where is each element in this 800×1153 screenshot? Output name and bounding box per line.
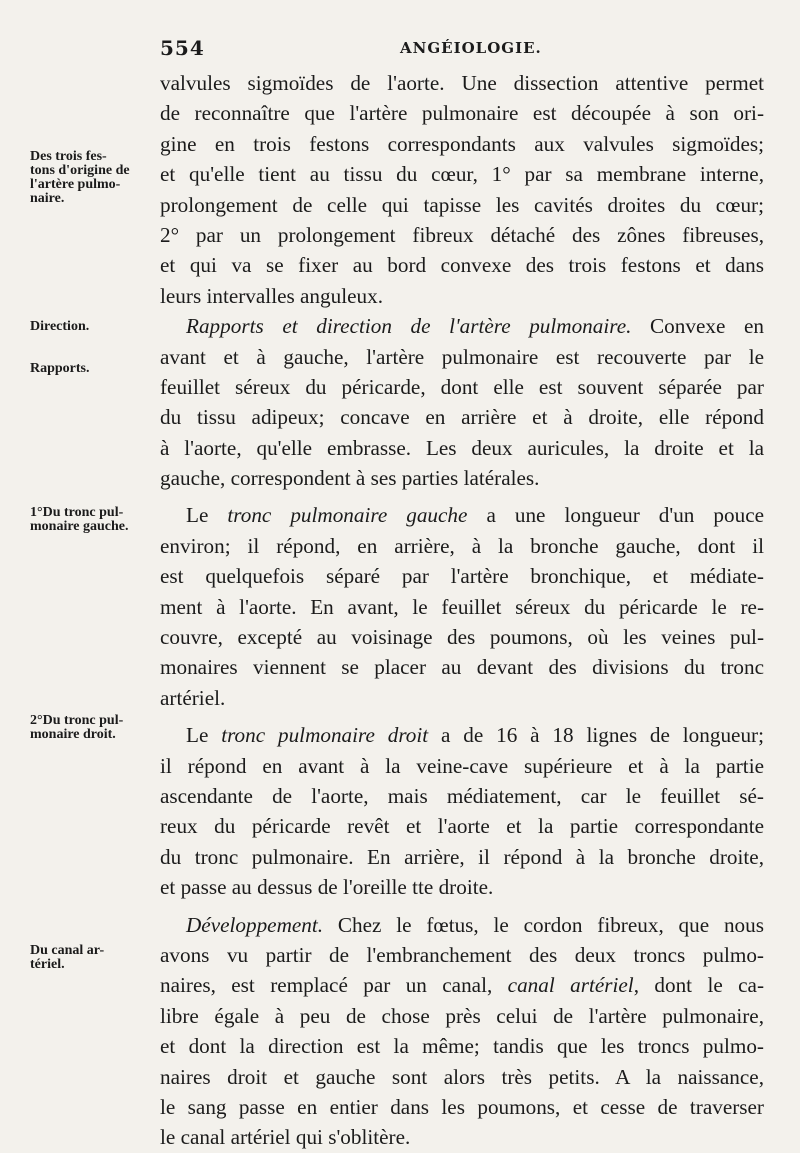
paragraph-rapports — [160, 311, 764, 493]
text-line: ment à l'aorte. En avant, le feuillet séreux du péricarde le re- — [160, 594, 764, 619]
text-line: et qui va se fixer au bord convexe des trois festons et dans — [160, 253, 764, 278]
text-run: Convexe en — [631, 314, 764, 339]
text-line: ascendante de l'aorte, mais médiatement, car le feuillet sé- — [160, 783, 764, 808]
text-line: gine en trois festons correspondants aux valvules sigmoïdes; — [160, 131, 764, 156]
sidenote-line: Direction. — [30, 319, 90, 334]
text-line: à l'aorte, qu'elle embrasse. Les deux auricules, la droite et la — [160, 435, 764, 460]
text-line: avons vu partir de l'embranchement des deux troncs pulmo- — [160, 942, 764, 967]
text-line: et qu'elle tient au tissu du cœur, 1° par sa membrane interne, — [160, 162, 764, 187]
paragraph-festons — [160, 68, 764, 311]
sidenote-line: tons d'origine de — [30, 163, 130, 178]
text-line: environ; il répond, en arrière, à la bronche gauche, dont il — [160, 533, 764, 558]
page-header — [0, 36, 800, 66]
sidenote-line: Des trois fes- — [30, 149, 107, 164]
sidenote-line: monaire droit. — [30, 727, 116, 742]
sidenote-tronc-gauche — [30, 506, 154, 534]
text-line: le canal artériel qui s'oblitère. — [160, 1125, 411, 1150]
sidenote-line: Rapports. — [30, 361, 90, 376]
text-line — [160, 970, 764, 1000]
text-run: Chez le fœtus, le cordon fibreux, que nous — [323, 912, 764, 937]
text-line: couvre, excepté au voisinage des poumons, où les veines pul- — [160, 625, 764, 650]
text-run: naires, est remplacé par un canal, — [160, 973, 508, 998]
text-line: avant et à gauche, l'artère pulmonaire est recouverte par le — [160, 344, 764, 369]
section-heading: Rapports et direction de l'artère pulmonaire. — [186, 314, 632, 339]
text-line: le sang passe en entier dans les poumons, et cesse de traverser — [160, 1094, 764, 1119]
text-line: et dont la direction est la même; tandis que les troncs pulmo- — [160, 1034, 764, 1059]
text-line — [160, 311, 764, 341]
sidenote-tronc-droit — [30, 714, 154, 742]
text-run: a de 16 à 18 lignes de longueur; — [428, 723, 764, 748]
emphasis: tronc pulmonaire droit — [221, 723, 429, 748]
text-line: feuillet séreux du péricarde, dont elle est souvent séparée par — [160, 374, 764, 399]
running-title: ANGÉIOLOGIE. — [400, 39, 542, 57]
text-line — [160, 720, 764, 750]
text-run: Le — [186, 723, 222, 748]
sidenote-line: naire. — [30, 191, 65, 206]
text-line: monaires viennent se placer au devant des divisions du tronc — [160, 655, 764, 680]
emphasis: tronc pulmonaire gauche — [227, 503, 468, 528]
paragraph-developpement — [160, 910, 764, 1153]
sidenote-direction — [30, 320, 154, 334]
text-line — [160, 500, 764, 530]
text-line: libre égale à peu de chose près celui de l'artère pulmonaire, — [160, 1003, 764, 1028]
text-line: et passe au dessus de l'oreille tte droite. — [160, 875, 494, 900]
page-number: 554 — [160, 36, 205, 60]
text-line: du tronc pulmonaire. En arrière, il répond à la bronche droite, — [160, 844, 764, 869]
text-line: naires droit et gauche sont alors très petits. A la naissance, — [160, 1064, 764, 1089]
sidenote-line: monaire gauche. — [30, 519, 129, 534]
sidenote-rapports — [30, 362, 154, 376]
text-line — [160, 910, 764, 940]
text-line: est quelquefois séparé par l'artère bronchique, et médiate- — [160, 564, 764, 589]
sidenote-line: tériel. — [30, 957, 65, 972]
emphasis: canal artériel — [507, 973, 634, 998]
text-line: il répond en avant à la veine-cave supérieure et à la partie — [160, 753, 764, 778]
text-line: de reconnaître que l'artère pulmonaire est découpée à son ori- — [160, 101, 764, 126]
sidenote-canal — [30, 944, 154, 972]
sidenote-line: 2°Du tronc pul- — [30, 713, 124, 728]
paragraph-tronc-gauche — [160, 500, 764, 713]
text-line: leurs intervalles anguleux. — [160, 283, 383, 308]
text-line: reux du péricarde revêt et l'aorte et la partie correspondante — [160, 814, 764, 839]
text-run: , dont le ca- — [633, 973, 764, 998]
text-line: prolongement de celle qui tapisse les cavités droites du cœur; — [160, 192, 764, 217]
paragraph-tronc-droit — [160, 720, 764, 902]
sidenote-line: Du canal ar- — [30, 943, 105, 958]
section-heading: Développement. — [186, 912, 324, 937]
text-line: du tissu adipeux; concave en arrière et à droite, elle répond — [160, 405, 764, 430]
sidenote-line: l'artère pulmo- — [30, 177, 121, 192]
text-line: 2° par un prolongement fibreux détaché des zônes fibreuses, — [160, 222, 764, 247]
text-run: Le — [186, 503, 228, 528]
text-run: a une longueur d'un pouce — [467, 503, 764, 528]
sidenote-festons — [30, 150, 154, 206]
sidenote-line: 1°Du tronc pul- — [30, 505, 124, 520]
text-line: valvules sigmoïdes de l'aorte. Une dissection attentive permet — [160, 71, 764, 95]
body-text — [160, 68, 764, 1153]
text-line: artériel. — [160, 685, 226, 710]
text-line: gauche, correspondent à ses parties latérales. — [160, 466, 540, 491]
